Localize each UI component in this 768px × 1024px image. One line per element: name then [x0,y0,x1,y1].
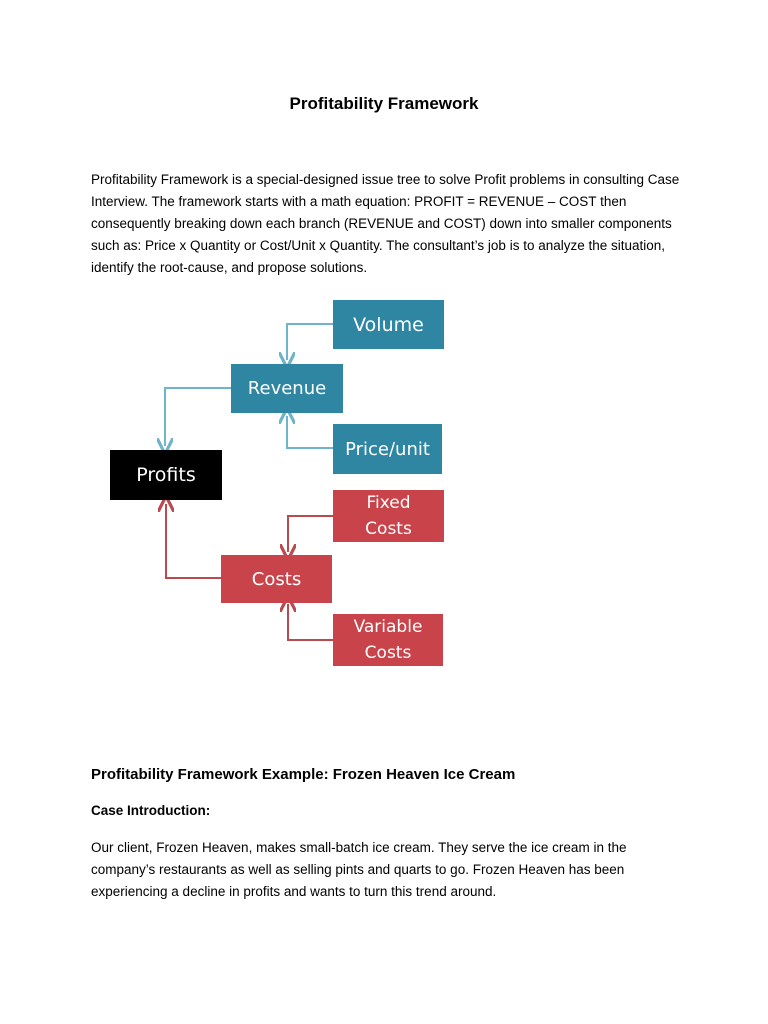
revenue-label: Revenue [247,378,327,399]
price-to-revenue-arrow [287,416,333,448]
intro-paragraph: Profitability Framework is a special-designed issue tree to solve Profit problems in consulting Case Interview. The framework starts with a math equation: PROFIT = REVENUE – COST then consequently breaking down each branch (REVENUE and COST) down into smaller components such as: Price x Quantity or Cost/Unit x Quantity. The consultant’s job is to analyze the situation, identify the root-cause, and propose solutions. [91,172,680,275]
costs-node [221,555,332,603]
costs-to-profits-arrow [166,504,221,578]
volume-label: Volume [353,313,424,336]
revenue-node [231,364,343,413]
volume-node [333,300,444,349]
revenue-to-profits-arrow [165,388,231,446]
variable-costs-node [333,614,443,666]
costs-label: Costs [251,568,302,590]
volume-to-revenue-arrow [287,324,333,360]
profitability-tree-diagram [100,290,460,680]
fixed-costs-node [333,490,444,542]
page-title: Profitability Framework [289,94,479,113]
fixed-to-costs-arrow [288,516,333,552]
case-intro-label: Case Introduction: [91,803,211,818]
price-unit-label: Price/unit [345,438,430,460]
variable-costs-label-line1: Variable [353,617,423,637]
example-heading: Profitability Framework Example: Frozen Heaven Ice Cream [91,766,516,783]
fixed-costs-label-line1: Fixed [366,493,411,513]
variable-costs-label-line2: Costs [364,643,412,663]
variable-to-costs-arrow [288,604,333,640]
profits-label: Profits [136,464,196,486]
profits-node [110,450,222,500]
fixed-costs-label-line2: Costs [365,519,412,539]
price-unit-node [333,424,442,474]
case-intro-paragraph: Our client, Frozen Heaven, makes small-batch ice cream. They serve the ice cream in the company’s restaurants as well as selling pints and quarts to go. Frozen Heaven has been experiencing a decline in profits and wants to turn this trend around. [91,840,627,899]
